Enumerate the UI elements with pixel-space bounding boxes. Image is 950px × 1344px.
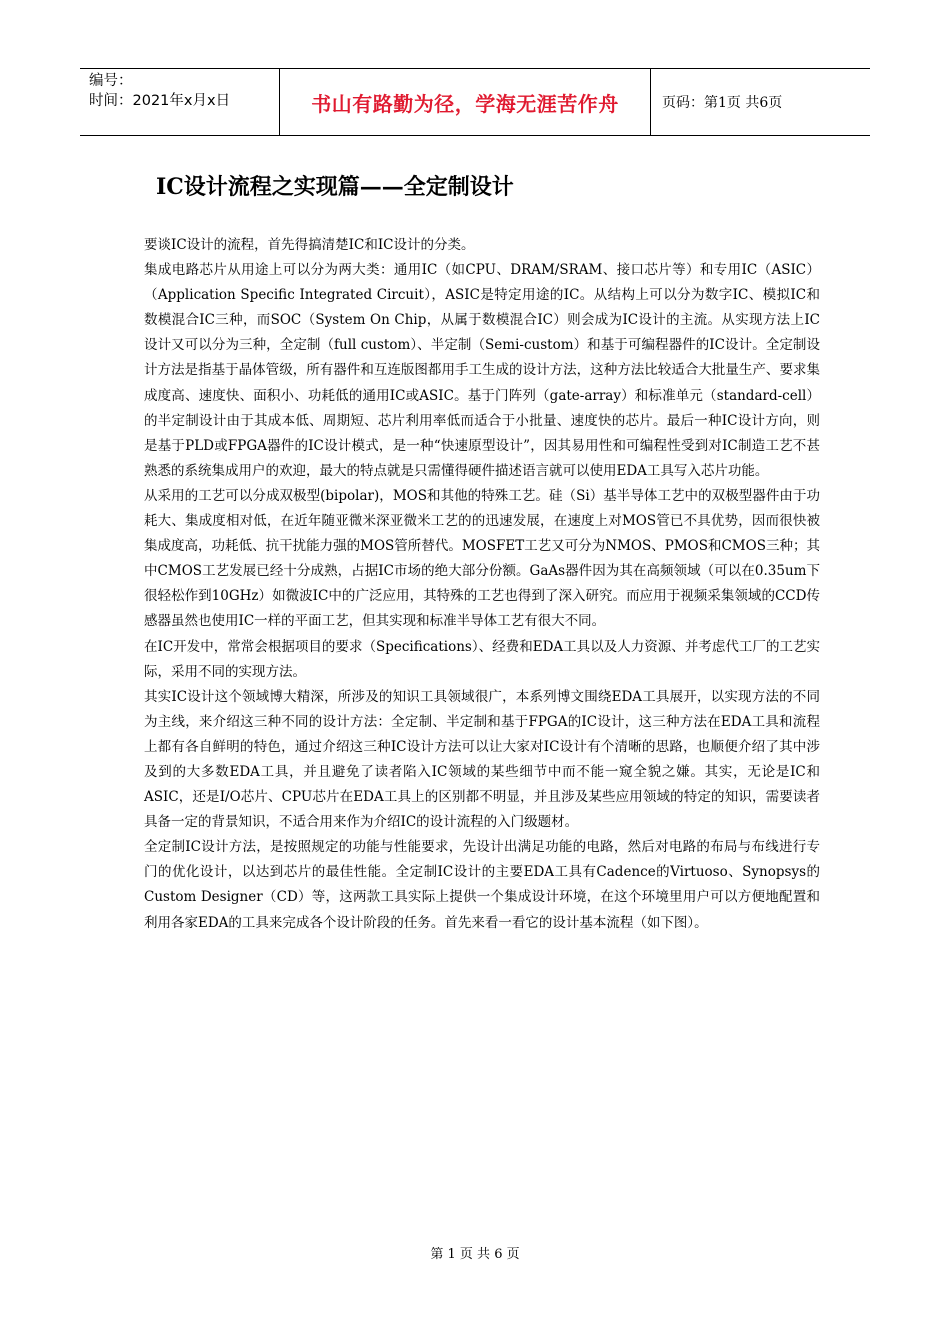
document-title: IC设计流程之实现篇——全定制设计 [156,174,514,200]
header-motto: 书山有路勤为径，学海无涯苦作舟 [279,69,651,135]
paragraph: 要谈IC设计的流程，首先得搞清楚IC和IC设计的分类。 [144,237,475,253]
paragraph: 在IC开发中，常常会根据项目的要求（Specifications）、经费和EDA工具以及人力资源、并考虑代工厂的工艺实际，采用不同的实现方法。 [144,638,820,680]
paragraph: 其实IC设计这个领域博大精深，所涉及的知识工具领域很广，本系列博文围绕EDA工具展开，以实现方法的不同为主线，来介绍这三种不同的设计方法：全定制、半定制和基于FPGA的IC设计，这三种方法在EDA工具和流程上都有各自鲜明的特色，通过介绍这三种IC设计方法可以让大家对IC设计有个清晰的思路，也顺便介绍了其中涉及到的大多数EDA工具，并且避免了读者陷入IC领域的某些细节中而不能一窥全貌之嫌。其实，无论是IC和ASIC，还是I/O芯片、CPU芯片在EDA工具上的区别都不明显，并且涉及某些应用领域的特定的知识，需要读者具备一定的背景知识，不适合用来作为介绍IC的设计流程的入门级题材。 [144,688,820,831]
document-number-label: 编号： [89,73,133,89]
document-body [144,233,820,936]
paragraph: 全定制IC设计方法，是按照规定的功能与性能要求，先设计出满足功能的电路，然后对电路的布局与布线进行专门的优化设计，以达到芯片的最佳性能。全定制IC设计的主要EDA工具有Cadence的Virtuoso、Synopsys的Custom Designer（CD）等，这两款工具实际上提供一个集成设计环境，在这个环境里用户可以方便地配置和利用各家EDA的工具来完成各个设计阶段的任务。首先来看一看它的设计基本流程（如下图）。 [144,839,820,931]
header-page-info: 页码：第1页 共6页 [662,95,783,111]
page-footer: 第 1 页 共 6 页 [430,1247,520,1262]
document-time-label: 时间：2021年x月x日 [89,93,231,109]
header-meta [80,69,279,135]
paragraph: 从采用的工艺可以分成双极型(bipolar)，MOS和其他的特殊工艺。硅（Si）基半导体工艺中的双极型器件由于功耗大、集成度相对低，在近年随亚微米深亚微米工艺的的迅速发展，在速度上对MOS管已不具优势，因而很快被集成度高，功耗低、抗干扰能力强的MOS管所替代。MOSFET工艺又可分为NMOS、PMOS和CMOS三种；其中CMOS工艺发展已经十分成熟，占据IC市场的绝大部分份额。GaAs器件因为其在高频领域（可以在0.35um下很轻松作到10GHz）如微波IC中的广泛应用，其特殊的工艺也得到了深入研究。而应用于视频采集领域的CCD传感器虽然也使用IC一样的平面工艺，但其实现和标准半导体工艺有很大不同。 [144,487,820,630]
paragraph: 集成电路芯片从用途上可以分为两大类：通用IC（如CPU、DRAM/SRAM、接口芯片等）和专用IC（ASIC）（Application Specific Integrated Circuit），ASIC是特定用途的IC。从结构上可以分为数字IC、模拟IC和数模混合IC三种，而SOC（System On Chip，从属于数模混合IC）则会成为IC设计的主流。从实现方法上IC设计又可以分为三种，全定制（full custom）、半定制（Semi-custom）和基于可编程器件的IC设计。全定制设计方法是指基于晶体管级，所有器件和互连版图都用手工生成的设计方法，这种方法比较适合大批量生产、要求集成度高、速度快、面积小、功耗低的通用IC或ASIC。基于门阵列（gate-array）和标准单元（standard-cell）的半定制设计由于其成本低、周期短、芯片利用率低而适合于小批量、速度快的芯片。最后一种IC设计方向，则是基于PLD或FPGA器件的IC设计模式，是一种“快速原型设计”，因其易用性和可编程性受到对IC制造工艺不甚熟悉的系统集成用户的欢迎，最大的特点就是只需懂得硬件描述语言就可以使用EDA工具写入芯片功能。 [144,262,820,479]
page-header [80,68,870,136]
